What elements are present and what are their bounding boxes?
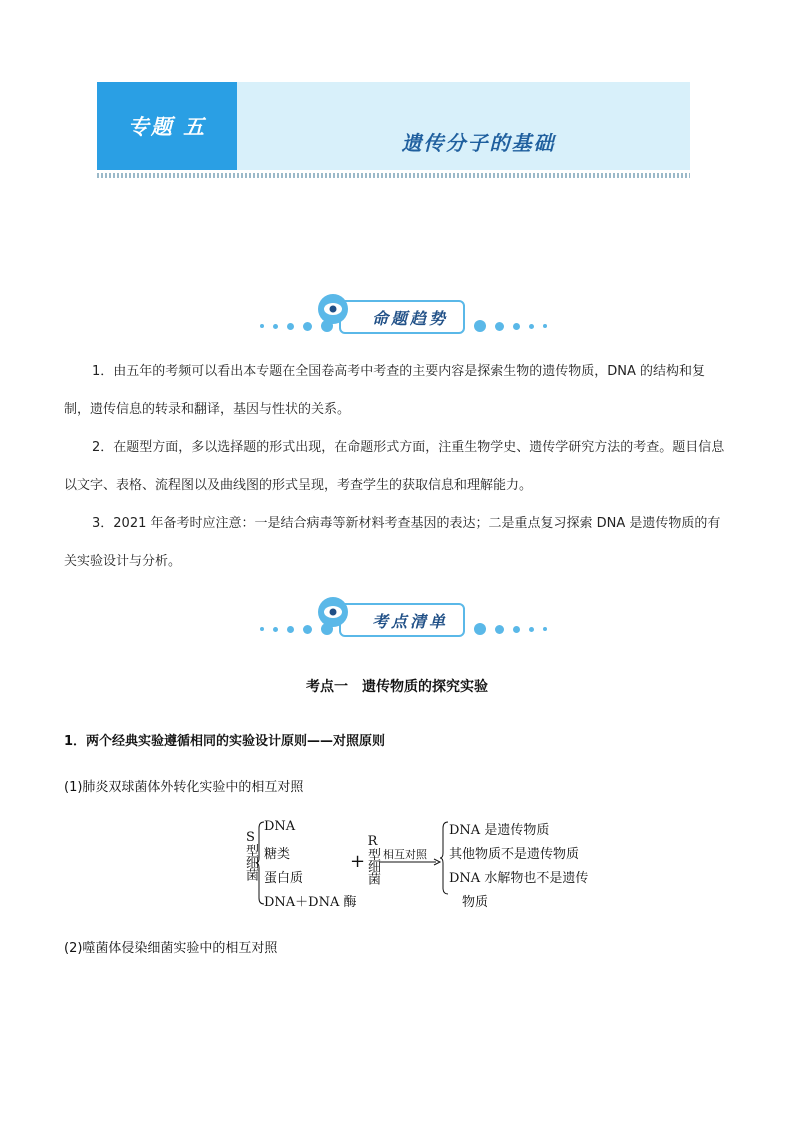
topic-label-box — [97, 82, 237, 170]
eye-icon — [318, 597, 348, 627]
checklist-badge-label: 考点清单 — [371, 611, 448, 631]
r-strain-label: R型细菌 — [365, 834, 380, 884]
plus-sign: + — [350, 851, 366, 872]
s-item-dna: DNA — [264, 819, 296, 834]
badge-dots-left — [260, 320, 333, 332]
result-3: DNA 水解物也不是遗传 — [449, 871, 589, 886]
result-3-cont: 物质 — [462, 895, 489, 910]
trend-paragraph-3: 3．2021 年备考时应注意：一是结合病毒等新材料考查基因的表达；二是重点复习探索 DNA 是遗传物质的有关实验设计与分析。 — [64, 516, 721, 569]
topic-title-box — [237, 82, 690, 170]
right-arrow-icon — [380, 858, 442, 866]
s-item-sugar: 糖类 — [264, 847, 291, 862]
banner-divider — [97, 173, 690, 178]
s-strain-label: S型细菌 — [243, 830, 258, 880]
trend-paragraph-2: 2．在题型方面，多以选择题的形式出现，在命题形式方面，注重生物学史、遗传学研究方法的考查。题目信息以文字、表格、流程图以及曲线图的形式呈现，考查学生的获取信息和理解能力。 — [64, 440, 725, 493]
badge-box — [339, 300, 465, 334]
trend-badge — [254, 294, 544, 338]
trend-badge-label: 命题趋势 — [371, 308, 448, 328]
s-item-protein: 蛋白质 — [264, 871, 304, 886]
topic-title: 遗传分子的基础 — [401, 130, 556, 155]
sub-heading-1: (1)肺炎双球菌体外转化实验中的相互对照 — [64, 780, 304, 795]
badge-dots-left — [260, 623, 333, 635]
eye-icon — [318, 294, 348, 324]
checklist-badge — [254, 597, 544, 641]
sub-heading-2: (2)噬菌体侵染细菌实验中的相互对照 — [64, 941, 278, 956]
badge-dots-right — [474, 623, 547, 635]
topic-label: 专题 五 — [127, 115, 207, 139]
topic-banner — [97, 82, 690, 170]
arrow-label: 相互对照 — [383, 848, 427, 861]
s-item-dna-dnase: DNA＋DNA 酶 — [264, 895, 357, 910]
point-title: 考点一 遗传物质的探究实验 — [306, 679, 488, 695]
point-item-heading: 1．两个经典实验遵循相同的实验设计原则——对照原则 — [64, 734, 386, 749]
result-1: DNA 是遗传物质 — [449, 823, 550, 838]
badge-dots-right — [474, 320, 547, 332]
badge-box — [339, 603, 465, 637]
result-2: 其他物质不是遗传物质 — [449, 847, 580, 862]
trend-paragraph-1: 1．由五年的考频可以看出本专题在全国卷高考中考查的主要内容是探索生物的遗传物质，DNA 的结构和复制，遗传信息的转录和翻译，基因与性状的关系。 — [64, 364, 706, 417]
